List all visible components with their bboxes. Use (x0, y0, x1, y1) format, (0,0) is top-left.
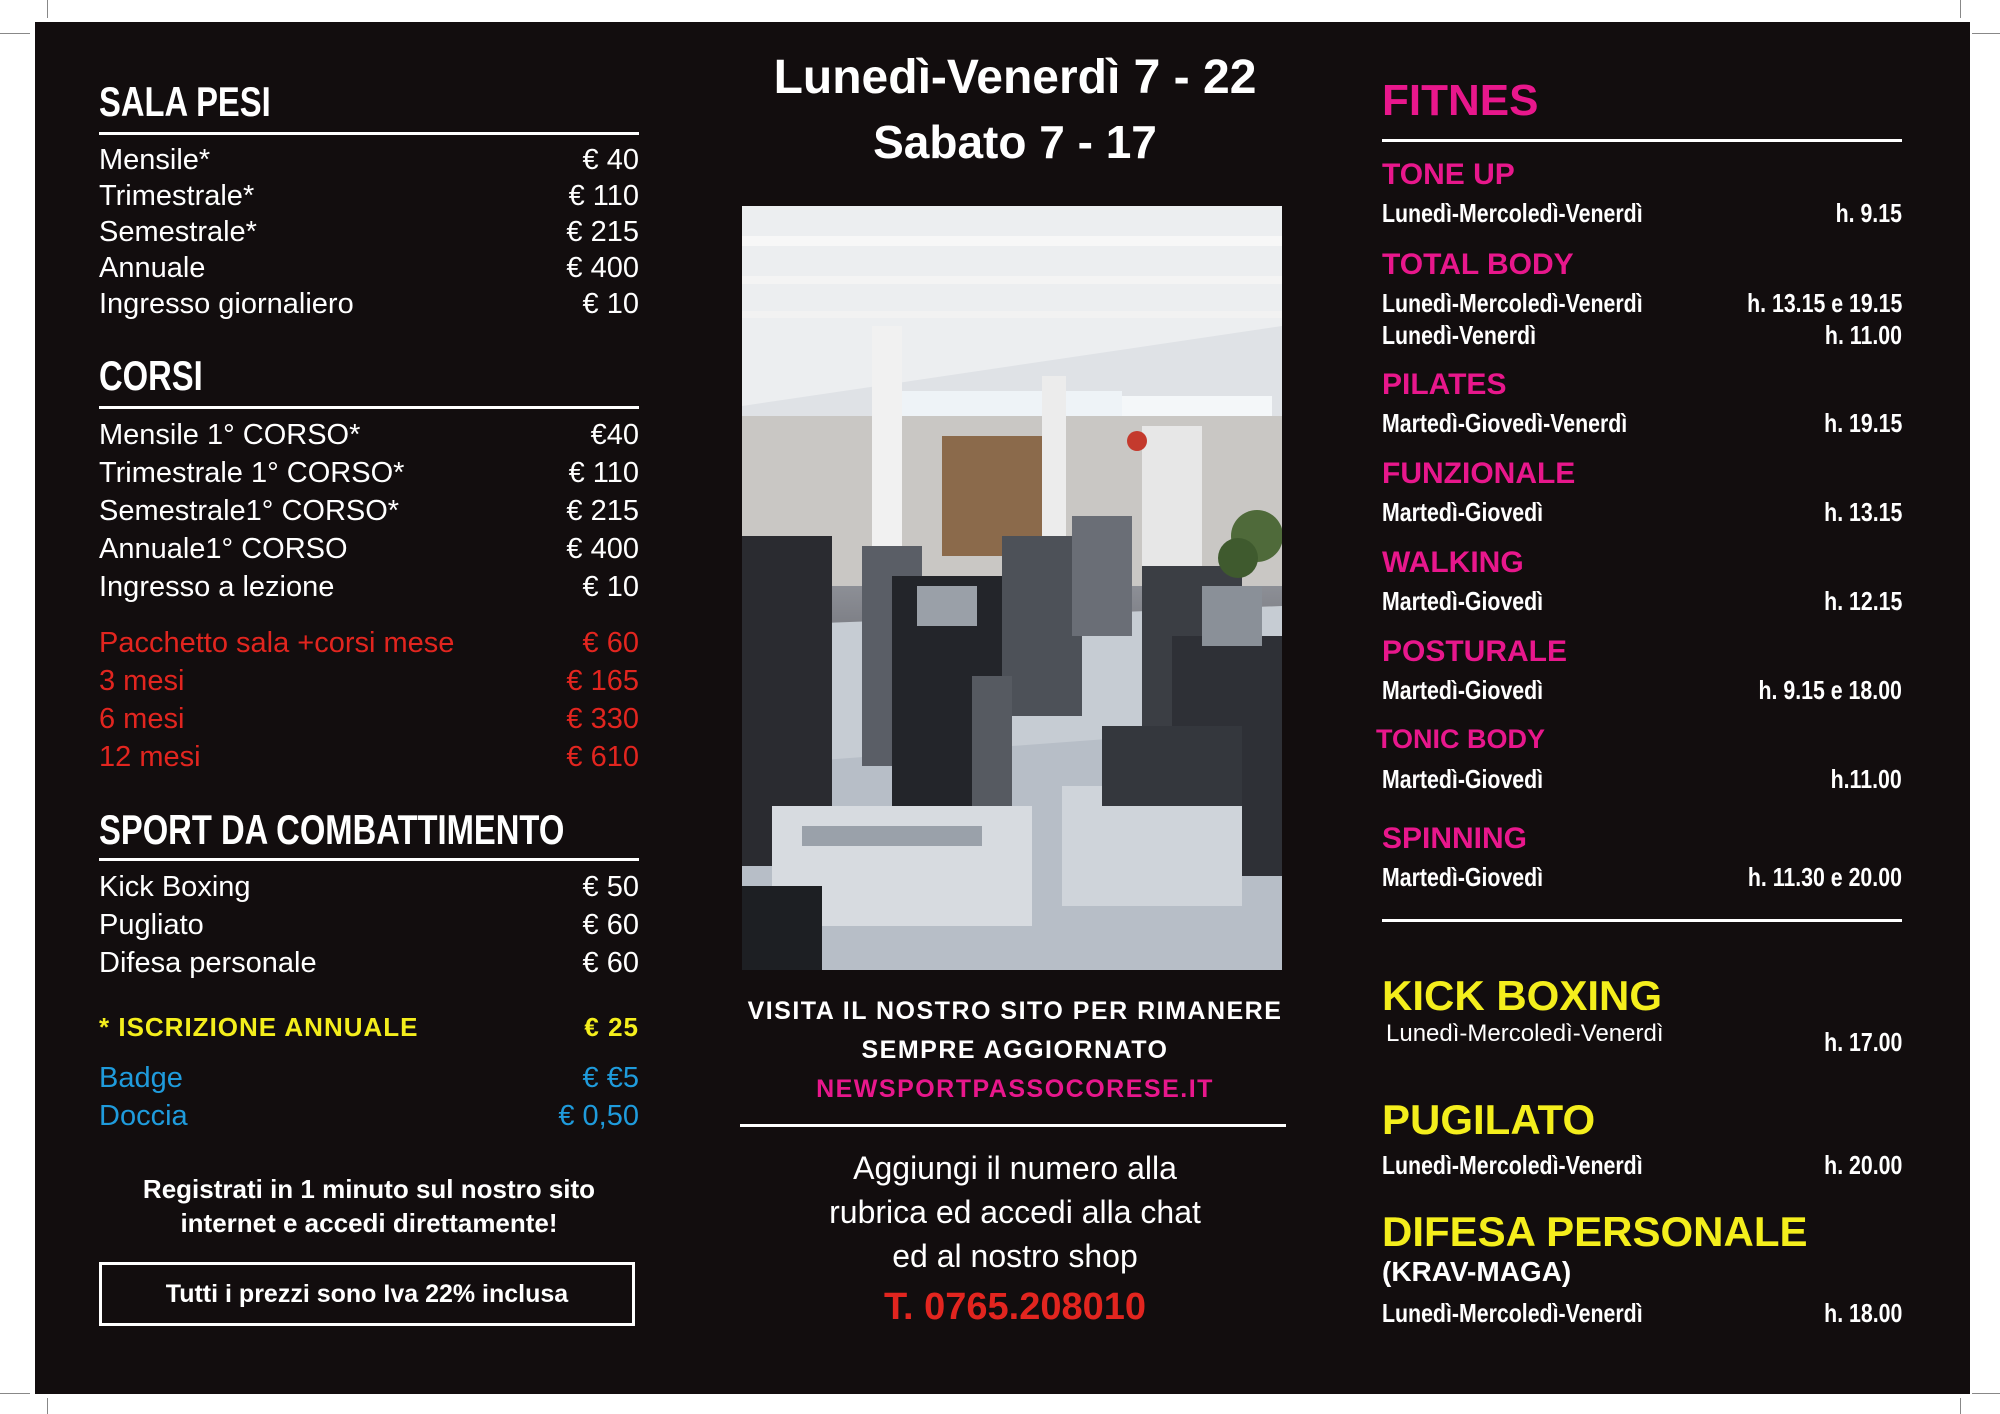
iva-note: Tutti i prezzi sono Iva 22% inclusa (165, 1280, 569, 1308)
package-row (99, 627, 639, 665)
price-value: € 110 (568, 180, 639, 212)
visit-line: SEMPRE AGGIORNATO (861, 1036, 1169, 1064)
price-value: € 400 (566, 533, 639, 565)
price-label: Trimestrale* (99, 180, 255, 212)
phone-number[interactable]: T. 0765.208010 (883, 1286, 1146, 1328)
iscrizione-row (99, 1012, 639, 1043)
class-time: h. 11.00 (1824, 320, 1902, 350)
opening-hours (695, 46, 1335, 174)
extra-row (99, 1062, 639, 1100)
class-time: h. 9.15 e 18.00 (1758, 675, 1902, 705)
class-days: Martedì-Giovedì (1382, 675, 1544, 705)
price-row (99, 252, 639, 290)
package-row (99, 741, 639, 779)
corsi-title: CORSI (99, 352, 203, 399)
price-row (99, 216, 639, 254)
class-time: h. 12.15 (1823, 586, 1902, 616)
crop-mark (47, 0, 48, 18)
price-value: € 10 (582, 288, 639, 320)
price-label: Trimestrale 1° CORSO* (99, 457, 405, 489)
extra-label: Doccia (99, 1100, 188, 1132)
price-label: Difesa personale (99, 947, 317, 979)
combat-course-name: KICK BOXING (1382, 972, 1663, 1019)
crop-mark (0, 33, 30, 34)
combat-schedule-row (1382, 1298, 1902, 1329)
package-price: € 330 (566, 703, 639, 735)
price-row (99, 288, 639, 326)
price-label: Annuale (99, 252, 206, 284)
price-value: € 60 (582, 947, 639, 979)
crop-mark (1960, 1398, 1961, 1414)
package-price: € 610 (566, 741, 639, 773)
register-line: Registrati in 1 minuto sul nostro sito (142, 1174, 596, 1204)
class-name: WALKING (1382, 546, 1524, 579)
combattimento-title: SPORT DA COMBATTIMENTO (99, 806, 565, 853)
price-row (99, 947, 639, 985)
class-name: POSTURALE (1382, 635, 1568, 668)
extra-price: € 0,50 (558, 1100, 639, 1132)
price-row (99, 495, 639, 533)
price-value: € 215 (566, 216, 639, 248)
combat-course-days: Lunedì-Mercoledì-Venerdì (1386, 1020, 1664, 1047)
iscrizione-price: € 25 (584, 1012, 639, 1042)
package-label: Pacchetto sala +corsi mese (99, 627, 455, 659)
price-value: € 215 (566, 495, 639, 527)
contact-line: rubrica ed accedi alla chat (829, 1194, 1201, 1230)
extra-price: € €5 (582, 1062, 639, 1094)
combat-course-time: h. 17.00 (1823, 1027, 1902, 1057)
price-value: €40 (590, 419, 639, 451)
package-label: 3 mesi (99, 665, 185, 697)
price-row (99, 419, 639, 457)
package-row (99, 703, 639, 741)
price-label: Ingresso giornaliero (99, 288, 354, 320)
combat-course-time-wrap (1782, 1027, 1902, 1058)
class-name: PILATES (1382, 368, 1507, 401)
package-label: 6 mesi (99, 703, 185, 735)
package-price: € 165 (566, 665, 639, 697)
combat-course-days: Lunedì-Mercoledì-Venerdì (1382, 1150, 1643, 1180)
class-time: h. 13.15 e 19.15 (1746, 288, 1902, 318)
divider (1382, 919, 1902, 922)
combat-schedule-row (1382, 1150, 1902, 1181)
class-schedule-row (1382, 320, 1902, 351)
combat-course-time: h. 20.00 (1823, 1150, 1902, 1180)
package-row (99, 665, 639, 703)
contact-note (695, 1146, 1335, 1278)
price-value: € 10 (582, 571, 639, 603)
class-schedule-row (1382, 764, 1902, 795)
crop-mark (47, 1398, 48, 1414)
iscrizione-label: * ISCRIZIONE ANNUALE (99, 1012, 419, 1042)
class-days: Martedì-Giovedì (1382, 862, 1544, 892)
divider (99, 132, 639, 135)
fitnes-title: FITNES (1382, 76, 1539, 125)
class-time: h. 9.15 (1835, 198, 1902, 228)
package-label: 12 mesi (99, 741, 201, 773)
gym-photo-illustration (742, 206, 1282, 970)
combat-course-name: DIFESA PERSONALE (1382, 1208, 1808, 1255)
class-days: Martedì-Giovedì-Venerdì (1382, 408, 1628, 438)
class-days: Martedì-Giovedì (1382, 764, 1544, 794)
price-row (99, 533, 639, 571)
price-label: Semestrale1° CORSO* (99, 495, 400, 527)
class-time: h. 13.15 (1823, 497, 1902, 527)
class-schedule-row (1382, 586, 1902, 617)
contact-line: ed al nostro shop (892, 1238, 1138, 1274)
price-value: € 60 (582, 909, 639, 941)
price-value: € 40 (582, 144, 639, 176)
package-price: € 60 (582, 627, 639, 659)
register-line: internet e accedi direttamente! (180, 1208, 558, 1238)
price-row (99, 909, 639, 947)
register-note (79, 1172, 659, 1240)
iva-note-box (99, 1262, 635, 1326)
crop-mark (1972, 33, 2000, 34)
crop-mark (0, 1393, 30, 1394)
flyer-sheet (35, 22, 1970, 1394)
price-row (99, 144, 639, 182)
divider (740, 1124, 1286, 1127)
class-days: Martedì-Giovedì (1382, 497, 1544, 527)
combat-course-time: h. 18.00 (1823, 1298, 1902, 1328)
extra-row (99, 1100, 639, 1138)
class-schedule-row (1382, 675, 1902, 706)
class-time: h. 11.30 e 20.00 (1747, 862, 1902, 892)
price-label: Semestrale* (99, 216, 257, 248)
price-row (99, 871, 639, 909)
visit-line: VISITA IL NOSTRO SITO PER RIMANERE (747, 997, 1283, 1025)
divider (1382, 139, 1902, 142)
gym-photo (742, 206, 1282, 970)
class-time: h. 19.15 (1823, 408, 1902, 438)
class-name: TONE UP (1382, 158, 1515, 191)
combat-course-days: Lunedì-Mercoledì-Venerdì (1382, 1298, 1643, 1328)
crop-mark (1960, 0, 1961, 18)
price-row (99, 457, 639, 495)
class-time: h.11.00 (1830, 764, 1902, 794)
hours-weekdays: Lunedì-Venerdì 7 - 22 (773, 51, 1257, 104)
class-name: TOTAL BODY (1382, 248, 1574, 281)
price-value: € 400 (566, 252, 639, 284)
class-name: SPINNING (1382, 822, 1528, 855)
class-days: Lunedì-Mercoledì-Venerdì (1382, 198, 1643, 228)
combat-course-subtitle: (KRAV-MAGA) (1382, 1256, 1572, 1287)
price-label: Mensile 1° CORSO* (99, 419, 361, 451)
price-label: Kick Boxing (99, 871, 251, 903)
class-days: Martedì-Giovedì (1382, 586, 1544, 616)
crop-mark (1972, 1393, 2000, 1394)
price-label: Ingresso a lezione (99, 571, 335, 603)
combat-course-name: PUGILATO (1382, 1096, 1596, 1143)
divider (99, 406, 639, 409)
website-link[interactable]: NEWSPORTPASSOCORESE.IT (816, 1075, 1214, 1103)
class-schedule-row (1382, 497, 1902, 528)
contact-line: Aggiungi il numero alla (853, 1150, 1177, 1186)
class-schedule-row (1382, 862, 1902, 893)
extra-label: Badge (99, 1062, 183, 1094)
class-name: FUNZIONALE (1382, 457, 1576, 490)
divider (99, 858, 639, 861)
class-name: TONIC BODY (1376, 724, 1546, 754)
price-label: Mensile* (99, 144, 211, 176)
price-value: € 50 (582, 871, 639, 903)
price-row (99, 180, 639, 218)
class-schedule-row (1382, 408, 1902, 439)
price-row (99, 571, 639, 609)
hours-saturday: Sabato 7 - 17 (873, 116, 1157, 168)
price-value: € 110 (568, 457, 639, 489)
class-days: Lunedì-Venerdì (1382, 320, 1537, 350)
visit-website-block (655, 992, 1375, 1109)
price-label: Annuale1° CORSO (99, 533, 348, 565)
sala-pesi-title: SALA PESI (99, 78, 271, 125)
class-days: Lunedì-Mercoledì-Venerdì (1382, 288, 1643, 318)
price-label: Pugliato (99, 909, 204, 941)
class-schedule-row (1382, 198, 1902, 229)
class-schedule-row (1382, 288, 1902, 319)
